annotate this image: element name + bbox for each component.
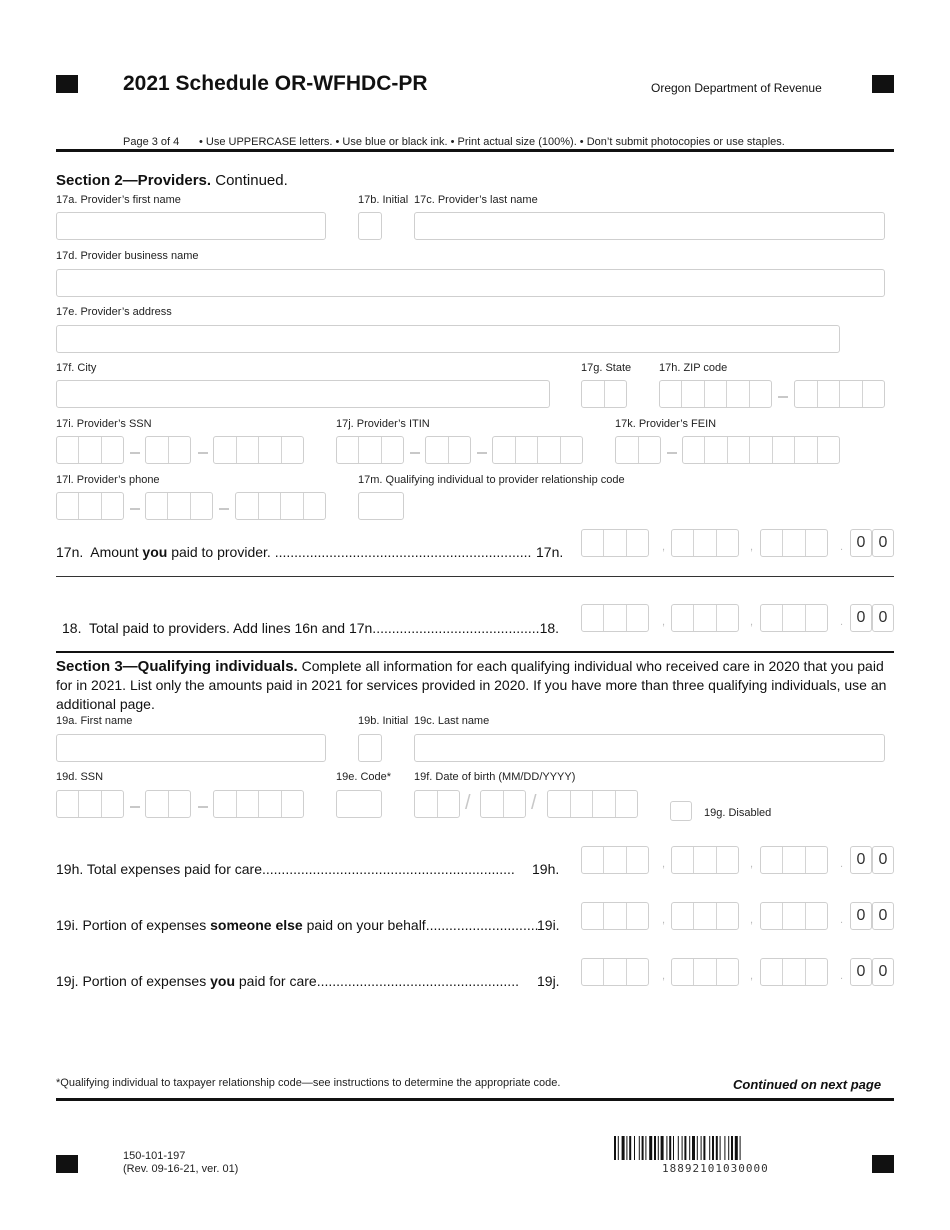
label-19c: 19c. Last name [414, 715, 490, 727]
digit-cells[interactable] [760, 529, 828, 557]
line-17n-label: 17n. Amount you paid to provider. .................................................................. [56, 544, 532, 560]
individual-ssn-part2[interactable] [145, 790, 191, 818]
cents-digit: 0 [872, 529, 894, 557]
label-17g: 17g. State [581, 362, 632, 374]
date-slash: / [465, 792, 471, 814]
provider-address-field[interactable] [56, 325, 840, 353]
barcode [614, 1136, 826, 1160]
label-19b: 19b. Initial [358, 715, 409, 727]
provider-fein-part1[interactable] [615, 436, 661, 464]
individual-code-field[interactable] [336, 790, 382, 818]
digit-cells[interactable] [760, 958, 828, 986]
divider [56, 651, 894, 653]
divider [56, 576, 894, 577]
dob-day[interactable] [480, 790, 526, 818]
provider-itin-part2[interactable] [425, 436, 471, 464]
zip-field[interactable] [659, 380, 772, 408]
individual-ssn-part1[interactable] [56, 790, 124, 818]
barcode-number: 18892101030000 [662, 1162, 769, 1175]
digit-cells[interactable] [671, 604, 739, 632]
cents-digit: 0 [850, 846, 872, 874]
dash [477, 452, 487, 454]
decimal-point: . [840, 616, 844, 628]
cents-digit: 0 [850, 604, 872, 632]
line-19j-ref: 19j. [537, 973, 560, 989]
label-17m: 17m. Qualifying individual to provider relationship code [358, 474, 625, 486]
provider-fein-part2[interactable] [682, 436, 840, 464]
comma-separator: , [750, 616, 754, 628]
provider-ssn-part1[interactable] [56, 436, 124, 464]
label-19g: 19g. Disabled [704, 807, 772, 819]
comma-separator: , [662, 858, 666, 870]
line-17n-ref: 17n. [536, 544, 564, 560]
header-rule [56, 149, 894, 152]
label-17c: 17c. Provider’s last name [414, 194, 538, 206]
dash [130, 508, 140, 510]
individual-initial-field[interactable] [358, 734, 382, 762]
provider-phone-part2[interactable] [145, 492, 213, 520]
dob-month[interactable] [414, 790, 460, 818]
label-19a: 19a. First name [56, 715, 133, 727]
comma-separator: , [750, 541, 754, 553]
page-number: Page 3 of 4 [123, 136, 180, 148]
cents-digit: 0 [850, 529, 872, 557]
provider-phone-part3[interactable] [235, 492, 326, 520]
agency-name: Oregon Department of Revenue [651, 81, 822, 95]
line-19i-ref: 19i. [537, 917, 560, 933]
digit-cells[interactable] [581, 604, 649, 632]
dash [667, 452, 677, 454]
cents-digit: 0 [850, 902, 872, 930]
section3-intro: Section 3—Qualifying individuals. Complete all information for each qualifying individual who received care in 2020 that you paid for in 2021. List only the amounts paid in 2021 for services provided in 2020. If you have more than three qualifying individuals, use an additional page. [56, 658, 887, 712]
digit-cells[interactable] [581, 846, 649, 874]
label-17a: 17a. Provider’s first name [56, 194, 181, 206]
comma-separator: , [750, 914, 754, 926]
individual-ssn-part3[interactable] [213, 790, 304, 818]
comma-separator: , [750, 858, 754, 870]
comma-separator: , [662, 970, 666, 982]
individual-last-name-field[interactable] [414, 734, 885, 762]
digit-cells[interactable] [671, 846, 739, 874]
decimal-point: . [840, 541, 844, 553]
provider-business-name-field[interactable] [56, 269, 885, 297]
dash [198, 806, 208, 808]
label-17l: 17l. Provider’s phone [56, 474, 160, 486]
date-slash: / [531, 792, 537, 814]
dash [130, 452, 140, 454]
provider-first-name-field[interactable] [56, 212, 326, 240]
label-19d: 19d. SSN [56, 771, 104, 783]
digit-cells[interactable] [581, 902, 649, 930]
provider-phone-part1[interactable] [56, 492, 124, 520]
digit-cells[interactable] [760, 902, 828, 930]
form-id: 150-101-197 [123, 1150, 186, 1162]
provider-itin-part3[interactable] [492, 436, 583, 464]
registration-mark [872, 75, 894, 93]
dash [219, 508, 229, 510]
provider-last-name-field[interactable] [414, 212, 885, 240]
cents-digit: 0 [872, 958, 894, 986]
line-19j-label: 19j. Portion of expenses you paid for care.................................................... [56, 973, 519, 989]
dash [130, 806, 140, 808]
registration-mark [872, 1155, 894, 1173]
comma-separator: , [662, 541, 666, 553]
instructions: • Use UPPERCASE letters. • Use blue or black ink. • Print actual size (100%). • Don’t submit photocopies or use staples. [199, 136, 785, 148]
digit-cells[interactable] [581, 529, 649, 557]
digit-cells[interactable] [760, 846, 828, 874]
line-19h-label: 19h. Total expenses paid for care................................................................. [56, 861, 515, 877]
cents-digit: 0 [850, 958, 872, 986]
digit-cells[interactable] [581, 958, 649, 986]
line-19i-label: 19i. Portion of expenses someone else paid on your behalf............................. [56, 917, 539, 933]
line-18-label: 18. Total paid to providers. Add lines 16n and 17n...........................................18. [62, 620, 560, 636]
label-17i: 17i. Provider’s SSN [56, 418, 152, 430]
line-19h-ref: 19h. [532, 861, 560, 877]
label-17b: 17b. Initial [358, 194, 409, 206]
digit-cells[interactable] [671, 902, 739, 930]
dash [410, 452, 420, 454]
city-field[interactable] [56, 380, 550, 408]
decimal-point: . [840, 914, 844, 926]
form-revision: (Rev. 09-16-21, ver. 01) [123, 1163, 239, 1175]
state-field[interactable] [581, 380, 627, 408]
comma-separator: , [750, 970, 754, 982]
individual-first-name-field[interactable] [56, 734, 326, 762]
label-19e: 19e. Code* [336, 771, 392, 783]
continued-note: Continued on next page [733, 1077, 882, 1092]
disabled-checkbox[interactable] [670, 801, 692, 821]
digit-cells[interactable] [671, 958, 739, 986]
comma-separator: , [662, 914, 666, 926]
decimal-point: . [840, 858, 844, 870]
dash [778, 396, 788, 398]
cents-digit: 0 [872, 846, 894, 874]
footnote: *Qualifying individual to taxpayer relationship code—see instructions to determine the appropriate code. [56, 1077, 561, 1089]
comma-separator: , [662, 616, 666, 628]
label-17k: 17k. Provider’s FEIN [615, 418, 717, 430]
label-19f: 19f. Date of birth (MM/DD/YYYY) [414, 771, 576, 783]
footer-rule [56, 1098, 894, 1101]
section2-heading: Section 2—Providers. Continued. [56, 172, 288, 189]
label-17d: 17d. Provider business name [56, 250, 199, 262]
provider-itin-part1[interactable] [336, 436, 404, 464]
registration-mark [56, 1155, 78, 1173]
label-17e: 17e. Provider’s address [56, 306, 172, 318]
digit-cells[interactable] [760, 604, 828, 632]
label-17f: 17f. City [56, 362, 97, 374]
dob-year[interactable] [547, 790, 638, 818]
dash [198, 452, 208, 454]
digit-cells[interactable] [671, 529, 739, 557]
label-17h: 17h. ZIP code [659, 362, 728, 374]
relationship-code-field[interactable] [358, 492, 404, 520]
decimal-point: . [840, 970, 844, 982]
zip-ext-field[interactable] [794, 380, 885, 408]
label-17j: 17j. Provider’s ITIN [336, 418, 430, 430]
provider-ssn-part2[interactable] [145, 436, 191, 464]
registration-mark [56, 75, 78, 93]
cents-digit: 0 [872, 902, 894, 930]
cents-digit: 0 [872, 604, 894, 632]
form-title: 2021 Schedule OR-WFHDC-PR [123, 72, 428, 95]
provider-initial-field[interactable] [358, 212, 382, 240]
provider-ssn-part3[interactable] [213, 436, 304, 464]
